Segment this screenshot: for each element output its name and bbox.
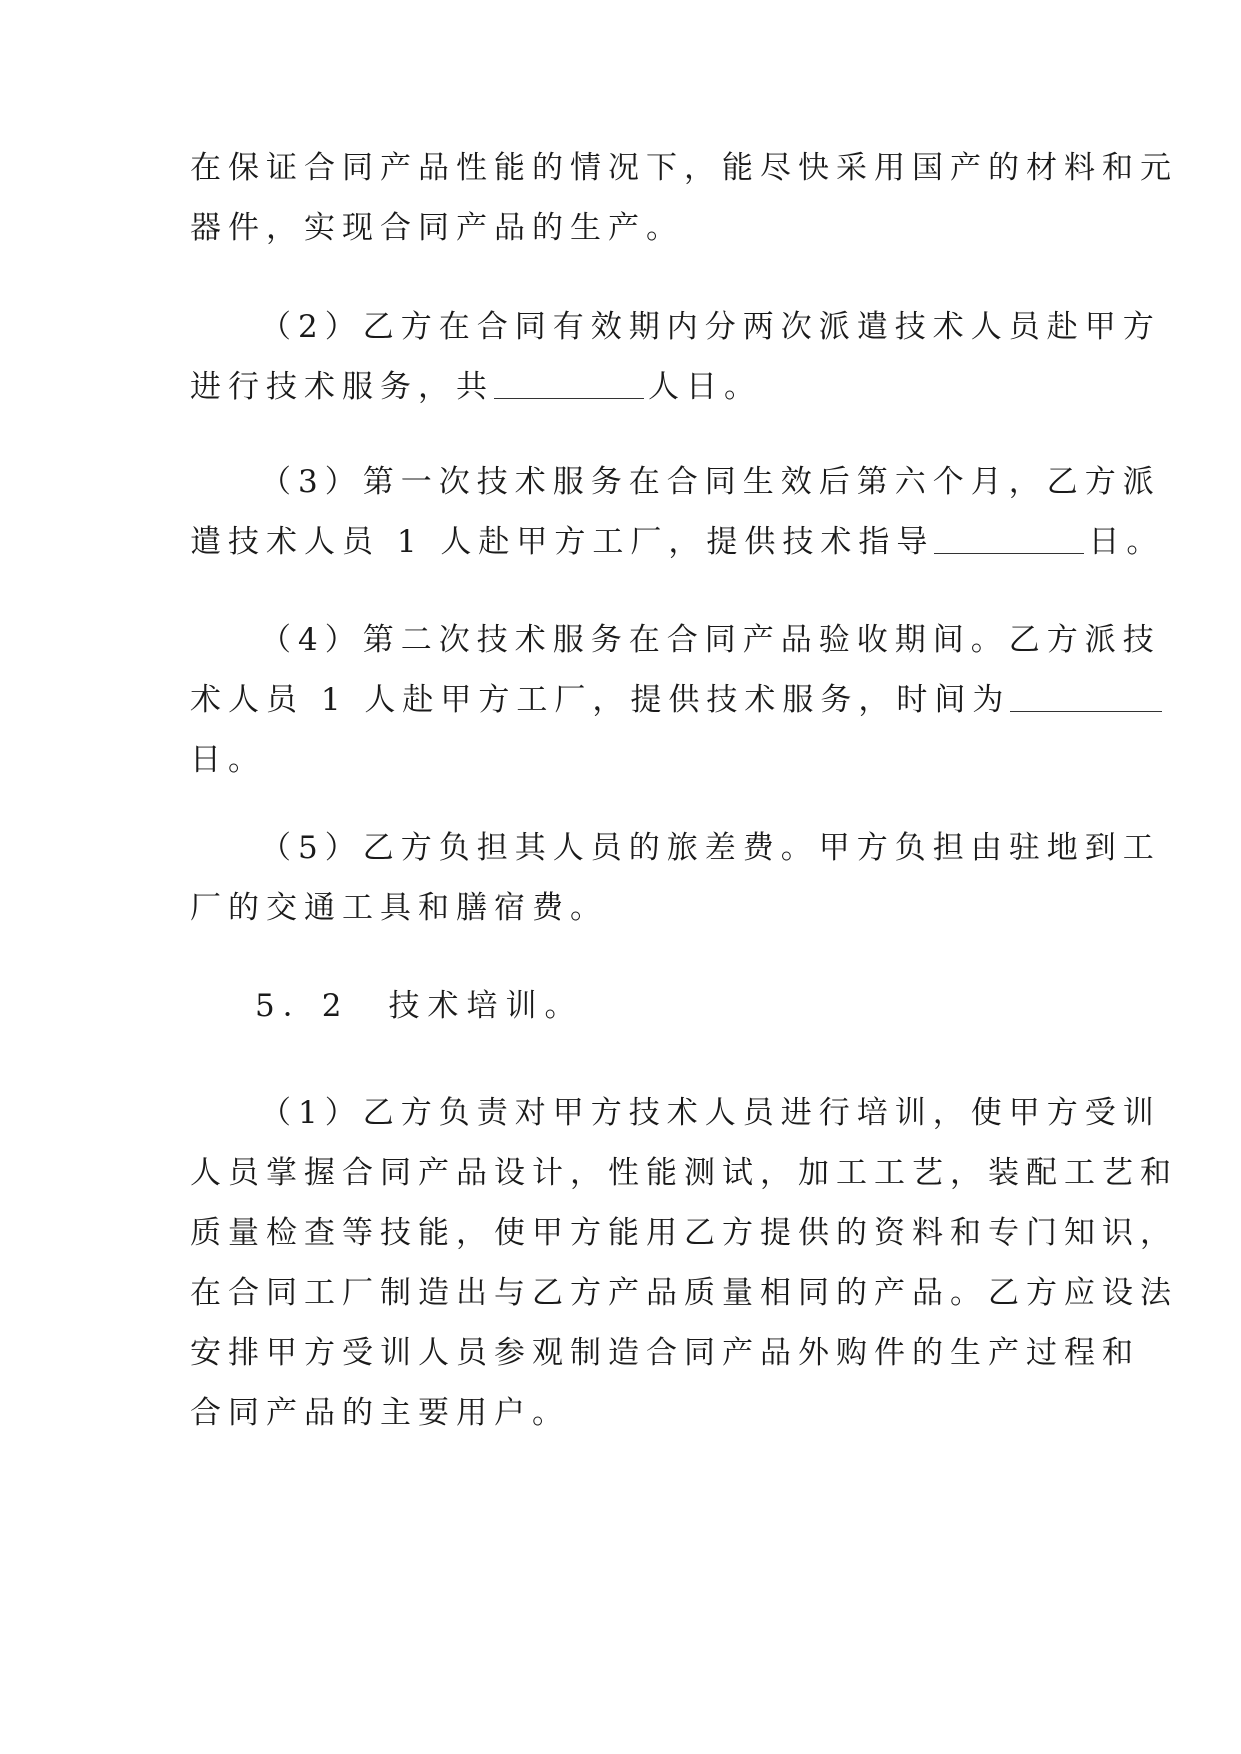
text-segment: 遣技术人员 1 人赴甲方工厂，提供技术指导 bbox=[190, 524, 935, 560]
section-number: 5．2 bbox=[255, 988, 350, 1024]
text-line: 器件，实现合同产品的生产。 bbox=[190, 210, 684, 246]
text-line bbox=[190, 512, 1165, 572]
text-line: 质量检查等技能，使甲方能用乙方提供的资料和专门知识， bbox=[190, 1215, 1178, 1251]
text-line: 安排甲方受训人员参观制造合同产品外购件的生产过程和 bbox=[190, 1335, 1140, 1371]
section-title bbox=[190, 976, 1060, 1036]
paragraph-item-5 bbox=[190, 818, 1161, 938]
fill-in-blank[interactable] bbox=[1010, 681, 1162, 712]
paragraph-item-3 bbox=[190, 452, 1165, 572]
section-heading bbox=[190, 976, 1060, 1036]
text-line: 在保证合同产品性能的情况下，能尽快采用国产的材料和元 bbox=[190, 150, 1178, 186]
text-line bbox=[190, 670, 1060, 730]
fill-in-blank[interactable] bbox=[934, 523, 1084, 554]
text-line: （2）乙方在合同有效期内分两次派遣技术人员赴甲方 bbox=[260, 309, 1161, 345]
text-line bbox=[190, 357, 1060, 417]
paragraph-item-4 bbox=[190, 610, 1161, 790]
text-line: （5）乙方负担其人员的旅差费。甲方负担由驻地到工 bbox=[260, 830, 1161, 866]
text-line: 合同产品的主要用户。 bbox=[190, 1395, 570, 1431]
text-line: 在合同工厂制造出与乙方产品质量相同的产品。乙方应设法 bbox=[190, 1275, 1178, 1311]
text-line: 厂的交通工具和膳宿费。 bbox=[190, 890, 608, 926]
paragraph-item-2 bbox=[190, 297, 1161, 417]
text-line: （4）第二次技术服务在合同产品验收期间。乙方派技 bbox=[260, 622, 1161, 658]
section-title-text: 技术培训。 bbox=[388, 988, 584, 1024]
text-line: （1）乙方负责对甲方技术人员进行培训，使甲方受训 bbox=[260, 1095, 1161, 1131]
paragraph-training bbox=[190, 1083, 1178, 1443]
text-segment: 术人员 1 人赴甲方工厂，提供技术服务，时间为 bbox=[190, 682, 1011, 718]
fill-in-blank[interactable] bbox=[494, 368, 644, 399]
text-segment: 日。 bbox=[1088, 524, 1165, 560]
text-line: 日。 bbox=[190, 742, 266, 778]
text-segment: 进行技术服务，共 bbox=[190, 369, 494, 405]
text-line: 人员掌握合同产品设计，性能测试，加工工艺，装配工艺和 bbox=[190, 1155, 1178, 1191]
text-line: （3）第一次技术服务在合同生效后第六个月，乙方派 bbox=[260, 464, 1161, 500]
paragraph-intro bbox=[190, 138, 1178, 258]
text-segment: 人日。 bbox=[648, 369, 762, 405]
